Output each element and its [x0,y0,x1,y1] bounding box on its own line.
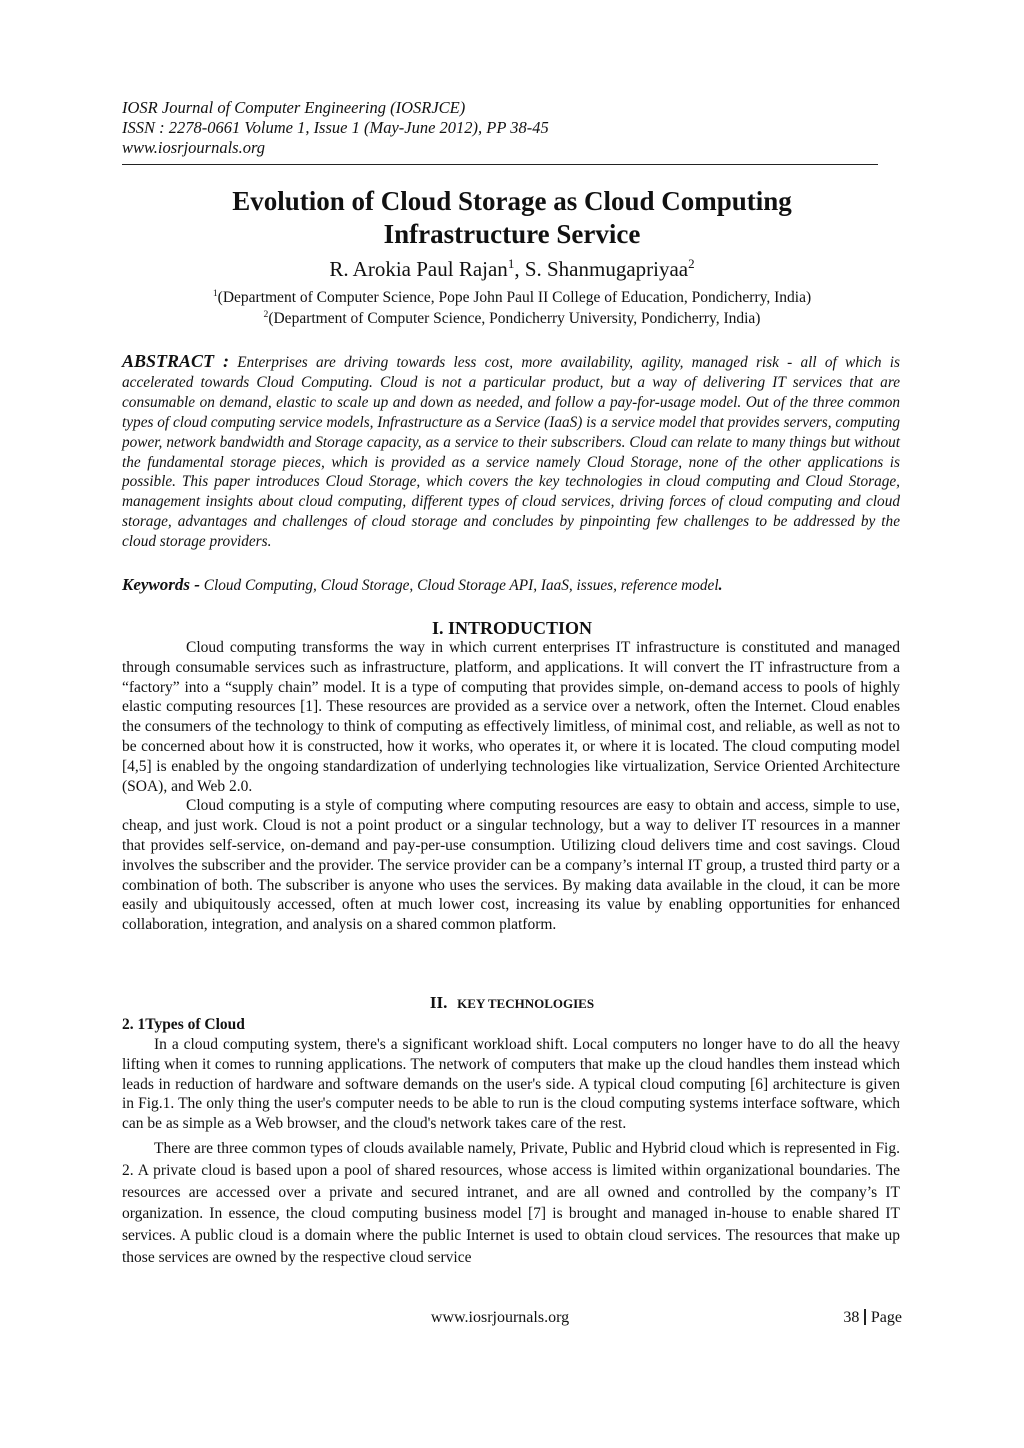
footer-url: www.iosrjournals.org [430,1309,570,1326]
subsection-heading: 2. 1Types of Cloud [122,1016,245,1033]
page-separator [864,1309,866,1325]
author-2: S. Shanmugapriyaa [524,257,689,281]
introduction-body [122,638,900,935]
page-number: 38 [843,1309,860,1326]
keywords-end: . [718,577,723,594]
abstract [122,352,900,552]
section-2-title: KEY TECHNOLOGIES [457,996,595,1011]
affiliation-1-text: (Department of Computer Science, Pope John Paul II College of Education, Pondicherry, India) [217,289,812,306]
section-1-heading: I. INTRODUCTION [431,618,593,638]
page-label: Page [870,1309,902,1326]
title-line-1: Evolution of Cloud Storage as Cloud Computing [232,186,792,216]
author-2-affil-mark: 2 [688,256,695,271]
author-separator: , [514,257,525,281]
types-paragraph-1: In a cloud computing system, there's a significant workload shift. Local computers no longer have to do all the heavy lifting when it comes to running applications. The network of computers that make up the cloud handles them instead which leads in reduction of hardware and software demands on the user's side. A typical cloud computing [6] architecture is given in Fig.1. The only thing the user's computer needs to be able to run is the cloud computing systems interface software, which can be as simple as a Web browser, and the cloud's network takes care of the rest. [122,1036,900,1133]
intro-paragraph-1: Cloud computing transforms the way in which current enterprises IT infrastructure is constituted and managed through consumable services such as infrastructure, platform, and applications. It will convert the IT infrastructure from a “factory” into a “supply chain” model. It is a type of computing that provides simple, on-demand access to pools of highly elastic computing resources [1]. These resources are provided as a service over a network, often the Internet. Cloud enables the consumers of the technology to think of computing as effectively limitless, of minimal cost, and reliable, as well as not to be concerned about how it is constructed, how it works, who operates it, or where it is located. The cloud computing model [4,5] is enabled by the ongoing standardization of underlying technologies like virtualization, Service Oriented Architecture (SOA), and Web 2.0. [122,639,900,795]
journal-issn: ISSN : 2278-0661 Volume 1, Issue 1 (May-June 2012), PP 38-45 [122,118,549,137]
footer-page-number [780,1308,902,1328]
affiliation-1 [122,287,902,308]
author-1-affil-mark: 1 [507,256,515,271]
intro-paragraph-2: Cloud computing is a style of computing where computing resources are easy to obtain and access, simple to use, cheap, and just work. Cloud is not a point product or a singular technology, but a way to deliver IT resources in a manner that provides self-service, on-demand and pay-per-use consumption. Utilizing cloud delivers time and cost savings. Cloud involves the subscriber and the provider. The service provider can be a company’s internal IT group, a trusted third party or a combination of both. The subscriber is anyone who uses the services. By making data available in the cloud, it can be more easily and ubiquitously accessed, often at much lower cost, increasing its value by enabling opportunities for enhanced collaboration, integration, and analysis on a shared common platform. [122,797,900,934]
journal-name: IOSR Journal of Computer Engineering (IOSRJCE) [122,98,466,117]
keywords-label: Keywords - [122,575,200,594]
author-list [122,256,902,282]
types-of-cloud-body [122,1035,900,1269]
types-paragraph-2: There are three common types of clouds available namely, Private, Public and Hybrid cloud which is represented in Fig. 2. A private cloud is based upon a pool of shared resources, whose access is limited within organizational boundaries. The resources are accessed over a private and secured intranet, and are all owned and controlled by the company’s IT organization. In essence, the cloud computing business model [7] is brought and managed in-house to enable shared IT services. A public cloud is a domain where the public Internet is used to obtain cloud services. The resources that make up those services are owned by the respective cloud service [122,1139,900,1266]
section-2-number: II. [429,993,448,1012]
journal-url: www.iosrjournals.org [122,138,266,157]
affiliation-2 [122,308,902,329]
keywords-text: Cloud Computing, Cloud Storage, Cloud Storage API, IaaS, issues, reference model [203,577,719,594]
affiliation-2-mark: 2 [263,308,269,320]
paper-title [122,185,902,251]
author-1: R. Arokia Paul Rajan [329,257,508,281]
affiliations [122,287,902,329]
running-header [122,98,882,158]
title-line-2: Infrastructure Service [383,219,641,249]
abstract-text: Enterprises are driving towards less cost, more availability, agility, managed risk - all of which is accelerated towards Cloud Computing. Cloud is not a particular product, but a way of delivering IT services that are consumable on demand, elastic to scale up and down as needed, and follow a pay-for-usage model. Out of the three common types of cloud computing service models, Infrastructure as a Service (IaaS) is a service model that provides servers, computing power, network bandwidth and Storage capacity, as a service to their subscribers. Cloud can relate to many things but without the fundamental storage pieces, which is provided as a service namely Cloud Storage, none of the other applications is possible. This paper introduces Cloud Storage, which covers the key technologies in cloud computing and Cloud Storage, management insights about cloud computing, different types of cloud services, driving forces of cloud computing and cloud storage, advantages and challenges of cloud storage and concludes by pinpointing few challenges to be addressed by the cloud storage providers. [122,354,900,551]
header-rule [122,164,878,165]
section-2-heading [122,993,902,1014]
keywords [122,574,900,597]
abstract-label: ABSTRACT : [122,351,229,371]
affiliation-2-text: (Department of Computer Science, Pondicherry University, Pondicherry, India) [268,310,761,327]
affiliation-1-mark: 1 [212,287,218,299]
